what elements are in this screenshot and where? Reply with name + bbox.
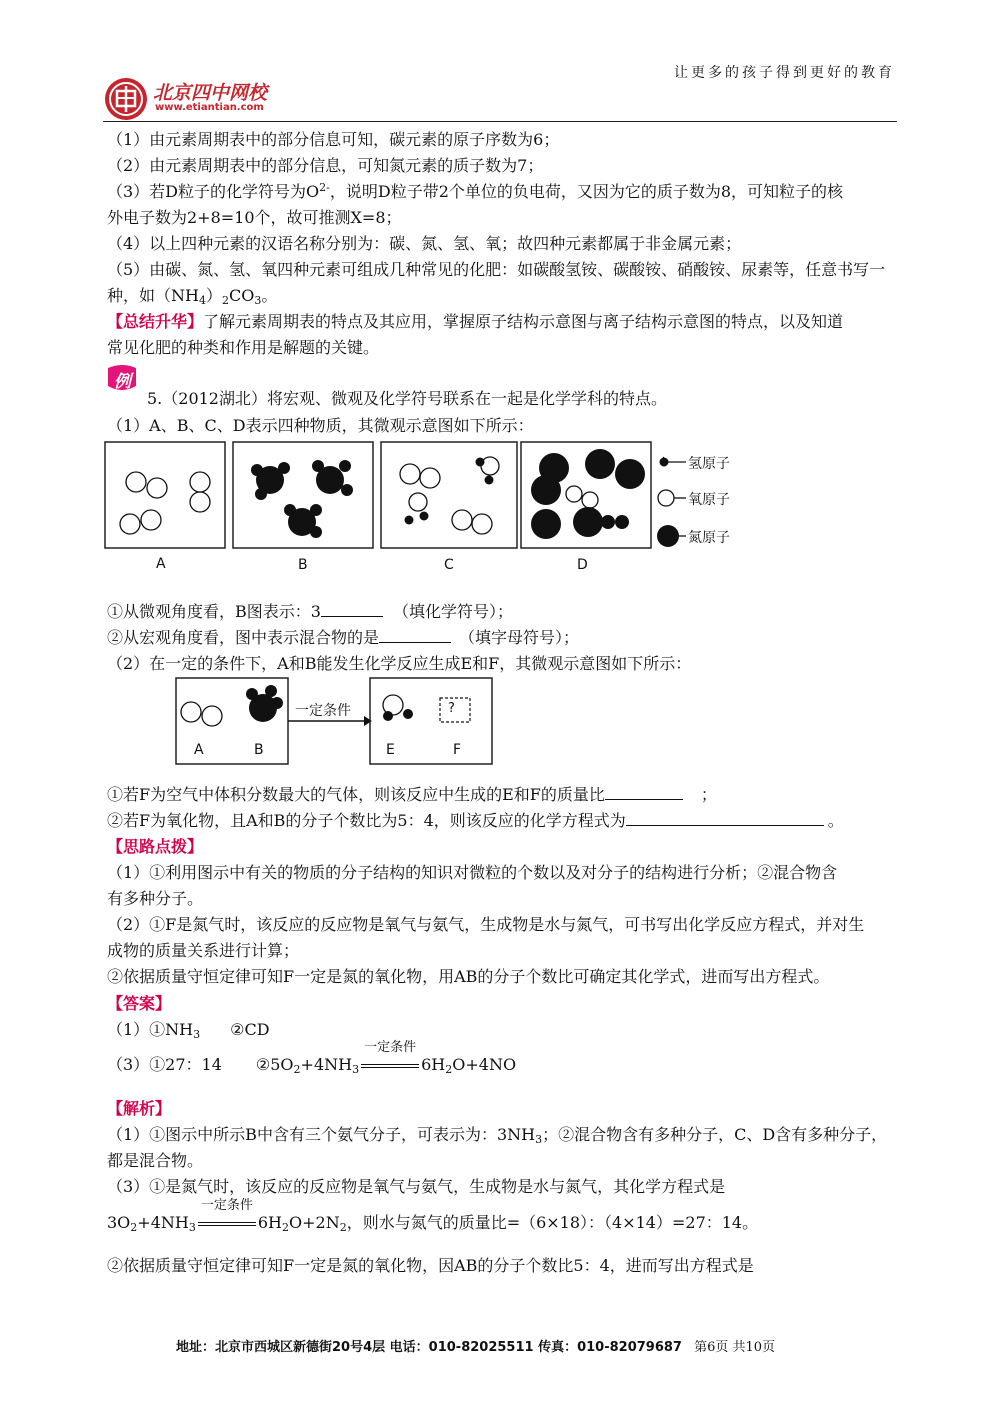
- prev-line-1: （1）由元素周期表中的部分信息可知，碳元素的原子序数为6；: [107, 130, 560, 149]
- reactant-label-b: B: [254, 742, 264, 758]
- reaction-condition-arrow-2: 一定条件: [198, 1212, 256, 1234]
- logo-text: 北京四中网校: [153, 82, 268, 104]
- summary-line-2: 常见化肥的种类和作用是解题的关键。: [107, 338, 380, 357]
- answer-tag: 【答案】: [107, 994, 172, 1013]
- q5-title: 5.（2012湖北）将宏观、微观及化学符号联系在一起是化学学科的特点。: [147, 389, 667, 408]
- hydrogen-atom-icon: [660, 458, 669, 467]
- footer-page: 第6页 共10页: [694, 1340, 776, 1355]
- analysis-tag: 【解析】: [107, 1099, 172, 1118]
- footer-address: 地址：北京市西城区新德街20号4层 电话：010-82025511 传真：010-82079687: [176, 1340, 682, 1355]
- q5-q1b: ②从宏观角度看，图中表示混合物的是 （填字母符号）；: [107, 628, 580, 647]
- prev-line-2: （2）由元素周期表中的部分信息，可知氮元素的质子数为7；: [107, 156, 544, 175]
- box-a: [105, 442, 225, 548]
- hint-line-3: （2）①F是氮气时，该反应的反应物是氧气与氨气，生成物是水与氮气，可书写出化学反应方程式，并对生: [107, 915, 865, 934]
- footer: [176, 1336, 775, 1355]
- answer-line-2: （3）①27：14 $②5O_2+4NH_3$ 一定条件 $6H_2O+4NO$: [107, 1040, 517, 1076]
- legend-hydrogen: 氢原子: [688, 456, 730, 472]
- q5-part1: （1）A、B、C、D表示四种物质，其微观示意图如下所示：: [107, 416, 534, 435]
- q5-q2b: ②若F为氧化物，且A和B的分子个数比为5：4，则该反应的化学方程式为 。: [107, 811, 844, 830]
- oxygen-atom-icon: [658, 490, 674, 506]
- analysis-line-1: （1）①图示中所示B中含有三个氨气分子，可表示为：$3NH_3$；②混合物含有多种分子，C、D含有多种分子，: [107, 1125, 888, 1146]
- unknown-mark: ?: [448, 701, 455, 716]
- analysis-line-4: $3O_2+4NH_3$ 一定条件 $6H_2O+2N_2$，则水与氮气的质量比=（6×18）：（4×14）=27：14。: [107, 1198, 759, 1234]
- prev-line-7: 种，如$(NH_4)_2CO_3$。: [107, 286, 278, 307]
- legend-nitrogen: 氮原子: [688, 530, 730, 546]
- logo: [103, 74, 303, 124]
- product-label-e: E: [386, 742, 395, 758]
- logo-seal-icon: [103, 76, 149, 122]
- answer-line-1: $(1)①NH_3$ ②CD: [107, 1020, 270, 1041]
- box-b: [233, 442, 373, 548]
- q5-q2a: ①若F为空气中体积分数最大的气体，则该反应中生成的E和F的质量比 ；: [107, 785, 717, 804]
- hint-line-2: 有多种分子。: [107, 889, 204, 908]
- analysis-line-2: 都是混合物。: [107, 1151, 204, 1170]
- logo-url: www.etiantian.com: [155, 102, 264, 113]
- nitrogen-atom-icon: [657, 525, 679, 547]
- header-slogan: 让更多的孩子得到更好的教育: [674, 65, 895, 81]
- box-d: [521, 442, 651, 548]
- box-label-c: C: [444, 557, 454, 573]
- answer-blank-4[interactable]: [626, 811, 824, 826]
- prev-line-6: （5）由碳、氮、氢、氧四种元素可组成几种常见的化肥：如碳酸氢铵、碳酸铵、硝酸铵、尿素等，任意书写一: [107, 260, 886, 279]
- hint-line-4: 成物的质量关系进行计算；: [107, 941, 300, 960]
- hint-line-1: （1）①利用图示中有关的物质的分子结构的知识对微粒的个数以及对分子的结构进行分析；②混合物含: [107, 863, 838, 882]
- q5-q1a: ①从微观角度看，B图表示：3 （填化学符号）；: [107, 602, 513, 621]
- summary-line-1: 【总结升华】了解元素周期表的特点及其应用，掌握原子结构示意图与离子结构示意图的特点，以及知道: [107, 312, 844, 331]
- box-label-b: B: [298, 557, 308, 573]
- example-badge: 例: [104, 364, 140, 394]
- box-label-a: A: [156, 556, 166, 572]
- product-label-f: F: [453, 742, 462, 758]
- molecule-diagram: [104, 440, 664, 552]
- header-rule: [103, 121, 897, 122]
- answer-blank-3[interactable]: [605, 785, 683, 800]
- box-label-d: D: [577, 557, 588, 573]
- q5-part2: （2）在一定的条件下，A和B能发生化学反应生成E和F，其微观示意图如下所示：: [107, 654, 692, 673]
- reactant-label-a: A: [194, 742, 204, 758]
- reaction-condition-arrow: 一定条件: [361, 1054, 419, 1076]
- analysis-line-5: ②依据质量守恒定律可知F一定是氮的氧化物，因AB的分子个数比5：4，进而写出方程式是: [107, 1256, 754, 1275]
- legend-oxygen: 氧原子: [688, 492, 730, 508]
- prev-line-4: 外电子数为2+8=10个，故可推测X=8；: [107, 208, 402, 227]
- answer-blank-1[interactable]: [321, 602, 383, 617]
- reaction-diagram: [174, 676, 494, 768]
- answer-blank-2[interactable]: [379, 628, 451, 643]
- analysis-line-3: （3）①是氮气时，该反应的反应物是氧气与氨气，生成物是水与氮气，其化学方程式是: [107, 1177, 726, 1196]
- arrow-label: 一定条件: [295, 703, 351, 719]
- summary-tag: 【总结升华】: [107, 312, 204, 331]
- hint-tag: 【思路点拨】: [107, 837, 204, 856]
- box-c: [381, 442, 517, 548]
- prev-line-5: （4）以上四种元素的汉语名称分别为：碳、氮、氢、氧；故四种元素都属于非金属元素；: [107, 234, 742, 253]
- prev-line-3: （3）若D粒子的化学符号为$O^{2-}$，说明D粒子带2个单位的负电荷，又因为它的质子数为8，可知粒子的核: [107, 181, 844, 201]
- hint-line-5: ②依据质量守恒定律可知F一定是氮的氧化物，用AB的分子个数比可确定其化学式，进而写出方程式。: [107, 967, 830, 986]
